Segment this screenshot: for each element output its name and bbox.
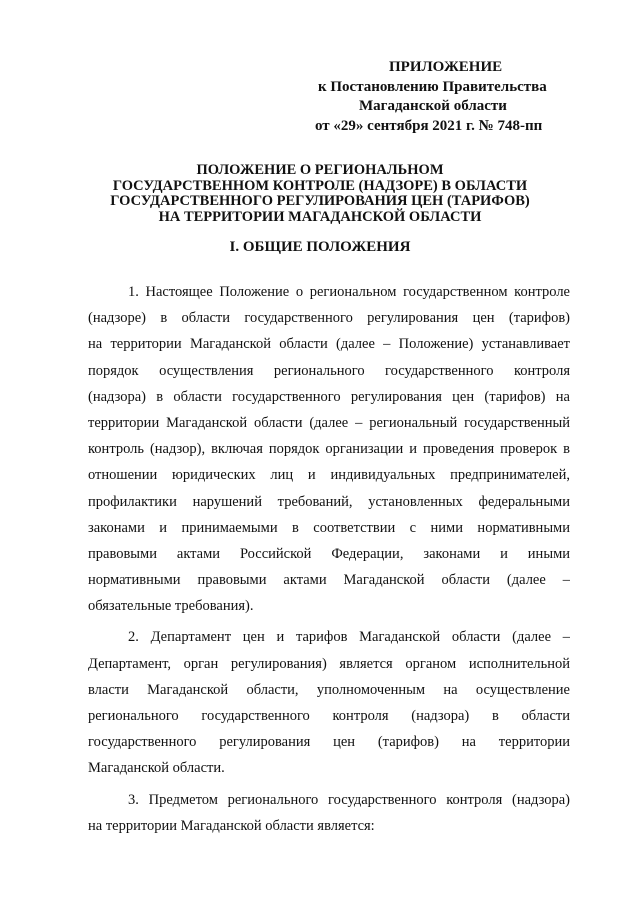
paragraph-line: обязательные требования). [88, 598, 254, 615]
paragraph-line: на территории Магаданской области (далее – Положение) устанавливает [88, 336, 570, 353]
title-line: ГОСУДАРСТВЕННОГО РЕГУЛИРОВАНИЯ ЦЕН (ТАРИФОВ) [110, 193, 530, 209]
paragraph-line: регионального государственного контроля (надзора) в области [88, 708, 570, 724]
paragraph-line: 2. Департамент цен и тарифов Магаданской области (далее – [128, 629, 570, 646]
paragraph-3 [88, 787, 570, 839]
paragraph-1 [88, 279, 570, 619]
paragraph-line: Магаданской области. [88, 760, 225, 777]
paragraph-line: власти Магаданской области, уполномоченным на осуществление [88, 681, 570, 698]
paragraph-line: нормативными правовыми актами Магаданской области (далее – [88, 572, 570, 589]
title-line: ГОСУДАРСТВЕННОМ КОНТРОЛЕ (НАДЗОРЕ) В ОБЛАСТИ [112, 177, 528, 194]
appendix-region: Магаданской области [359, 98, 507, 114]
appendix-label: ПРИЛОЖЕНИЕ [389, 59, 503, 75]
paragraph-line: профилактики нарушений требований, установленных федеральными [88, 493, 570, 510]
appendix-header [300, 58, 590, 136]
title-line: НА ТЕРРИТОРИИ МАГАДАНСКОЙ ОБЛАСТИ [158, 208, 482, 225]
paragraph-line: правовыми актами Российской Федерации, законами и иными [88, 545, 570, 562]
paragraph-line: законами и принимаемыми в соответствии с ними нормативными [88, 519, 570, 536]
paragraph-line: (надзоре) в области государственного регулирования цен (тарифов) [88, 310, 570, 327]
paragraph-line: государственного регулирования цен (тарифов) на территории [88, 734, 570, 751]
paragraph-line: порядок осуществления регионального государственного контроля [88, 362, 570, 379]
paragraph-line: контроль (надзор), включая порядок организации и проведения проверок в [88, 441, 570, 458]
document-title [80, 163, 560, 225]
paragraph-line: на территории Магаданской области является: [88, 817, 375, 834]
paragraph-line: (надзора) в области государственного регулирования цен (тарифов) на [88, 388, 570, 405]
appendix-reference: к Постановлению Правительства [318, 78, 547, 95]
title-line: ПОЛОЖЕНИЕ О РЕГИОНАЛЬНОМ [196, 162, 444, 178]
paragraph-line: Департамент, орган регулирования) является органом исполнительной [88, 655, 570, 672]
section-heading: I. ОБЩИЕ ПОЛОЖЕНИЯ [229, 239, 411, 255]
document-body [88, 279, 570, 839]
paragraph-2 [88, 624, 570, 781]
paragraph-line: 1. Настоящее Положение о региональном государственном контроле [128, 284, 570, 300]
paragraph-line: 3. Предметом регионального государственного контроля (надзора) [128, 791, 570, 808]
appendix-date-number: от «29» сентября 2021 г. № 748-пп [315, 117, 543, 134]
paragraph-line: отношении юридических лиц и индивидуальных предпринимателей, [88, 467, 570, 484]
paragraph-line: территории Магаданской области (далее – региональный государственный [88, 414, 570, 431]
